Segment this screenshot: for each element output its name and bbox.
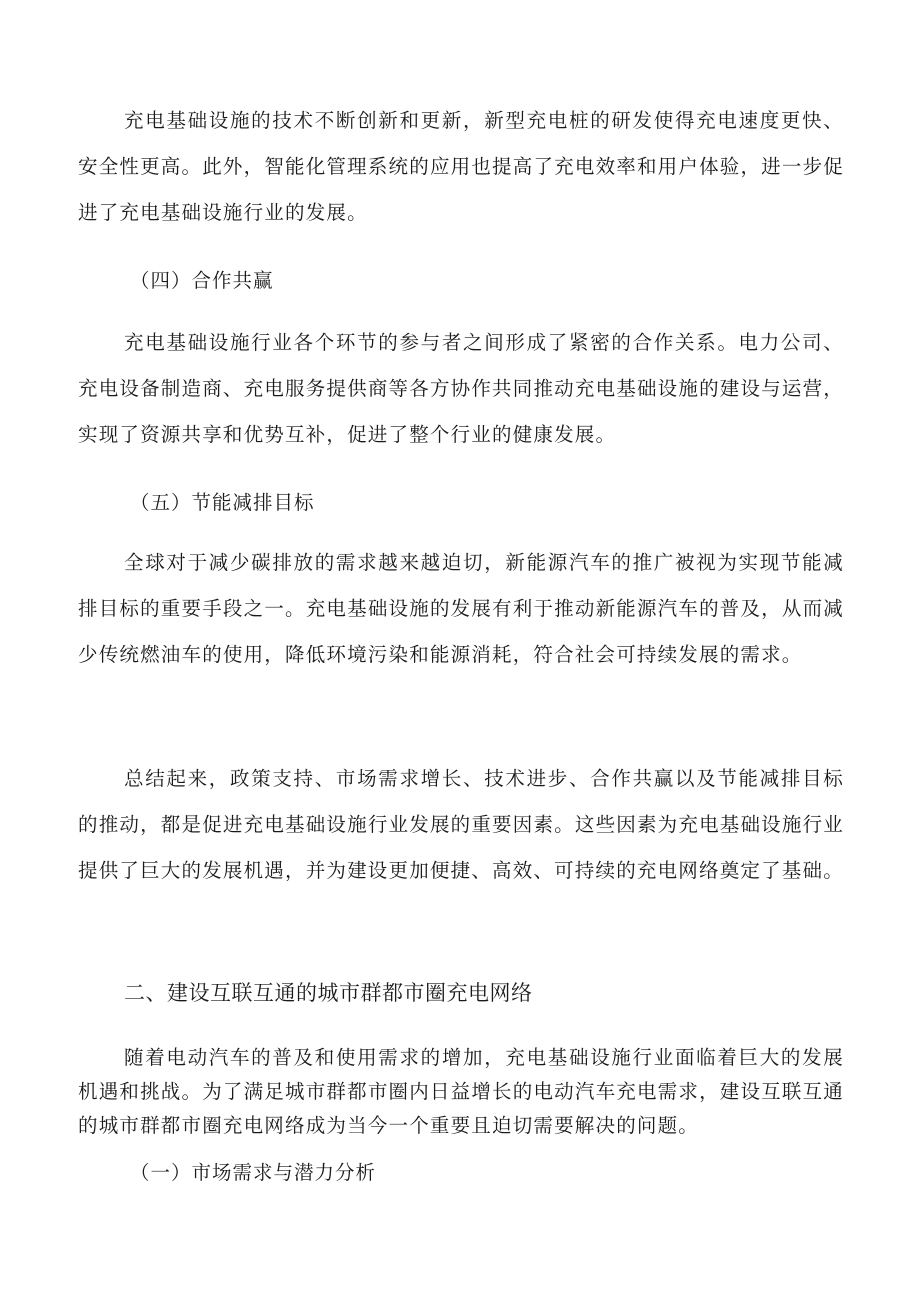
paragraph-energy-saving: 全球对于减少碳排放的需求越来越迫切，新能源汽车的推广被视为实现节能减排目标的重要手段之一。充电基础设施的发展有利于推动新能源汽车的普及，从而减少传统燃油车的使用，降低环境污染和能源消耗，符合社会可持续发展的需求。: [78, 551, 844, 666]
section-heading-2: 二、建设互联互通的城市群都市圈充电网络: [124, 981, 533, 1005]
paragraph-technology-innovation: 充电基础设施的技术不断创新和更新，新型充电桩的研发使得充电速度更快、安全性更高。此外，智能化管理系统的应用也提高了充电效率和用户体验，进一步促进了充电基础设施行业的发展。: [78, 109, 844, 224]
paragraph-summary: 总结起来，政策支持、市场需求增长、技术进步、合作共赢以及节能减排目标的推动，都是促进充电基础设施行业发展的重要因素。这些因素为充电基础设施行业提供了巨大的发展机遇，并为建设更加便捷、高效、可持续的充电网络奠定了基础。: [78, 767, 844, 882]
subheading-cooperation: （四）合作共赢: [130, 269, 274, 292]
paragraph-cooperation: 充电基础设施行业各个环节的参与者之间形成了紧密的合作关系。电力公司、充电设备制造商、充电服务提供商等各方协作共同推动充电基础设施的建设与运营，实现了资源共享和优势互补，促进了整个行业的健康发展。: [78, 331, 844, 446]
subheading-energy-saving: （五）节能减排目标: [130, 491, 315, 514]
subheading-market-demand: （一）市场需求与潜力分析: [130, 1161, 377, 1184]
paragraph-charging-network: 随着电动汽车的普及和使用需求的增加，充电基础设施行业面临着巨大的发展机遇和挑战。为了满足城市群都市圈内日益增长的电动汽车充电需求，建设互联互通的城市群都市圈充电网络成为当今一个重要且迫切需要解决的问题。: [78, 1046, 844, 1137]
